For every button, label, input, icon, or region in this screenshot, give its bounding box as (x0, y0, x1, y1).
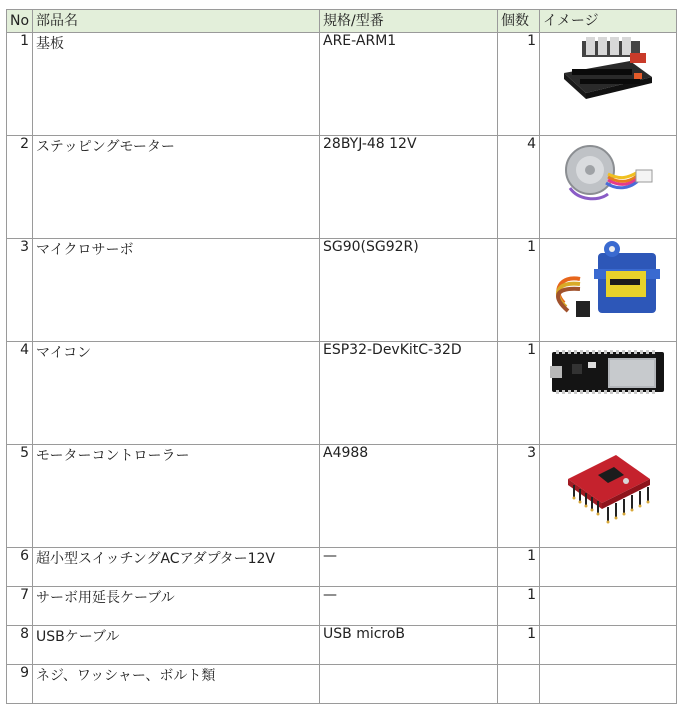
row-part-name: サーボ用延長ケーブル (33, 587, 320, 626)
table-row (7, 33, 677, 136)
row-part-name: ステッピングモーター (33, 136, 320, 239)
row-part-name: ネジ、ワッシャー、ボルト類 (33, 665, 320, 704)
row-spec: 28BYJ-48 12V (320, 136, 498, 239)
row-image-empty (540, 548, 677, 587)
table-row (7, 239, 677, 342)
table-row (7, 665, 677, 704)
table-row (7, 136, 677, 239)
row-spec: USB microB (320, 626, 498, 665)
header-qty: 個数 (498, 10, 540, 33)
row-no: 8 (7, 626, 33, 665)
row-no: 7 (7, 587, 33, 626)
table-row (7, 445, 677, 548)
row-qty: 1 (498, 548, 540, 587)
header-image: イメージ (540, 10, 677, 33)
row-qty: 1 (498, 239, 540, 342)
stepper-motor-photo (558, 136, 658, 206)
row-spec: — (320, 548, 498, 587)
table-row (7, 626, 677, 665)
row-qty (498, 665, 540, 704)
parts-table (6, 9, 677, 704)
row-no: 1 (7, 33, 33, 136)
row-spec (320, 665, 498, 704)
row-part-name: モーターコントローラー (33, 445, 320, 548)
row-no: 9 (7, 665, 33, 704)
row-spec: A4988 (320, 445, 498, 548)
row-image-empty (540, 626, 677, 665)
row-spec: — (320, 587, 498, 626)
header-part-name: 部品名 (33, 10, 320, 33)
row-part-name: 基板 (33, 33, 320, 136)
row-part-name: USBケーブル (33, 626, 320, 665)
row-no: 5 (7, 445, 33, 548)
table-row (7, 342, 677, 445)
row-no: 4 (7, 342, 33, 445)
header-no: No (7, 10, 33, 33)
header-row (7, 10, 677, 33)
row-part-name: マイクロサーボ (33, 239, 320, 342)
micro-servo-photo (550, 239, 666, 325)
row-qty: 1 (498, 626, 540, 665)
row-image-empty (540, 665, 677, 704)
row-qty: 4 (498, 136, 540, 239)
table-row (7, 587, 677, 626)
pcb-board-photo (560, 33, 656, 103)
row-spec: ESP32-DevKitC-32D (320, 342, 498, 445)
row-no: 6 (7, 548, 33, 587)
esp32-devkit-photo (548, 342, 668, 402)
row-qty: 1 (498, 33, 540, 136)
row-spec: SG90(SG92R) (320, 239, 498, 342)
row-part-name: 超小型スイッチングACアダプター12V (33, 548, 320, 587)
row-qty: 1 (498, 587, 540, 626)
row-image-empty (540, 587, 677, 626)
table-row (7, 548, 677, 587)
a4988-driver-photo (560, 445, 656, 531)
row-spec: ARE-ARM1 (320, 33, 498, 136)
row-no: 3 (7, 239, 33, 342)
row-part-name: マイコン (33, 342, 320, 445)
row-qty: 3 (498, 445, 540, 548)
row-no: 2 (7, 136, 33, 239)
row-qty: 1 (498, 342, 540, 445)
header-spec: 規格/型番 (320, 10, 498, 33)
